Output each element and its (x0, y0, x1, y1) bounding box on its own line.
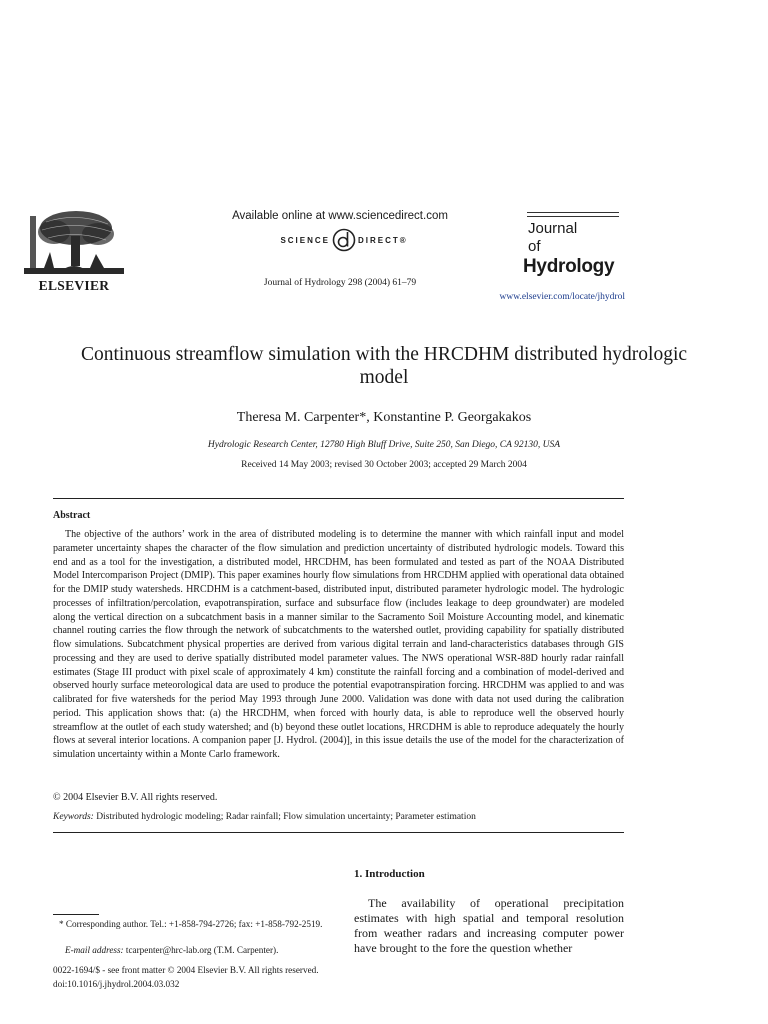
journal-logo-rule (527, 212, 619, 213)
elsevier-logo (24, 208, 124, 292)
keywords-list: Distributed hydrologic modeling; Radar rainfall; Flow simulation uncertainty; Parameter estimation (96, 812, 476, 822)
sciencedirect-logo (200, 228, 480, 254)
article-authors: Theresa M. Carpenter*, Konstantine P. Georgakakos (236, 410, 532, 425)
journal-logo-of: of (528, 238, 541, 255)
journal-logo-word: Journal (528, 220, 578, 237)
publisher-name: ELSEVIER (38, 278, 110, 293)
email-label: E-mail address: (65, 945, 124, 955)
email-footnote (65, 945, 347, 955)
journal-url-link[interactable]: www.elsevier.com/locate/jhydrol (499, 292, 625, 302)
corresponding-author-footnote: * Corresponding author. Tel.: +1-858-794-2726; fax: +1-858-792-2519. (59, 919, 323, 929)
abstract-text: The objective of the authors’ work in the area of distributed modeling is to determine the manner with which rainfall input and model parameter uncertainty shapes the character of the flow simulation and prediction uncertainty of distributed hydrologic models. Toward this end and as a tool for the investigation, a distributed model, HRCDHM, has been formulated and tested as part of the NOAA Distributed Model Intercomparison Project (DMIP). This paper examines hourly flow simulations from HRCDHM applied with operational data obtained for the DMIP study watersheds. HRCDHM is a catchment-based, distributed input, distributed parameter hydrologic model. The hydrologic processes of infiltration/percolation, evapotranspiration, surface and subsurface flow (includes leakage to deep groundwater) are modeled along the vertical direction on a subcatchment basis in a manner similar to the Sacramento Soil Moisture Accounting model, and kinematic channel routing carries the flow through the network of subcatchments to the watershed outlet, providing capability for spatially distributed flow simulations. Subcatchment physical properties are derived from various digital terrain and land-characteristics databases through GIS processing and they are used to derive spatially distributed model parameter values. The NWS operational WSR-88D hourly radar rainfall estimates (Stage III product with pixel scale of approximately 4 km) constitute the rainfall forcing and a combination of model-derived and observed hourly surface meteorological data are used to produce the potential evapotranspiration forcing. HRCDHM was applied to and was calibrated for five watersheds for the period May 1993 through June 2000. Validation was done with data not used during the calibration period. This application shows that: (a) the HRCDHM, when forced with hourly data, is able to reproduce well the observed hourly streamflow at the outlet of each study watershed; and (b) beyond these outlet locations, HRCDHM is able to reproduce adequately the hourly flows at several interior locations. A companion paper [J. Hydrol. (2004)], in this issue details the use of the model for the characterization of simulation uncertainty within a Monte Carlo framework. (53, 529, 624, 760)
introduction-text: The availability of operational precipitation estimates with high spatial and temporal resolution from weather radars and increasing computer power have brought to the fore the question whether (354, 896, 624, 955)
sciencedirect-left-text: SCIENCE (280, 236, 330, 245)
received-dates: Received 14 May 2003; revised 30 October 2003; accepted 29 March 2004 (241, 460, 527, 470)
email-address-link[interactable]: tcarpenter@hrc-lab.org (T.M. Carpenter). (125, 945, 279, 955)
footnote-rule (53, 914, 99, 915)
abstract-top-rule (53, 498, 624, 499)
journal-logo-name: Hydrology (523, 256, 615, 277)
sciencedirect-right-text: DIRECT® (358, 236, 408, 245)
abstract-bottom-rule (53, 832, 624, 833)
abstract-heading: Abstract (53, 510, 91, 521)
article-title: Continuous streamflow simulation with the HRCDHM distributed hydrologic model (80, 344, 688, 388)
keywords-label: Keywords: (53, 812, 94, 822)
author-affiliation: Hydrologic Research Center, 12780 High Bluff Drive, Suite 250, San Diego, CA 92130, USA (207, 440, 561, 450)
journal-logo-rule (527, 216, 619, 217)
available-online-text[interactable]: Available online at www.sciencedirect.com (232, 210, 448, 222)
journal-citation: Journal of Hydrology 298 (2004) 61–79 (263, 278, 417, 288)
sciencedirect-d-icon (332, 228, 356, 252)
issn-line: 0022-1694/$ - see front matter © 2004 Elsevier B.V. All rights reserved. (53, 965, 319, 975)
abstract-copyright: © 2004 Elsevier B.V. All rights reserved. (53, 792, 218, 803)
introduction-heading: 1. Introduction (354, 868, 425, 880)
elsevier-tree-icon (24, 208, 124, 276)
keywords-line (53, 812, 624, 822)
doi-link[interactable]: doi:10.1016/j.jhydrol.2004.03.032 (53, 979, 180, 989)
